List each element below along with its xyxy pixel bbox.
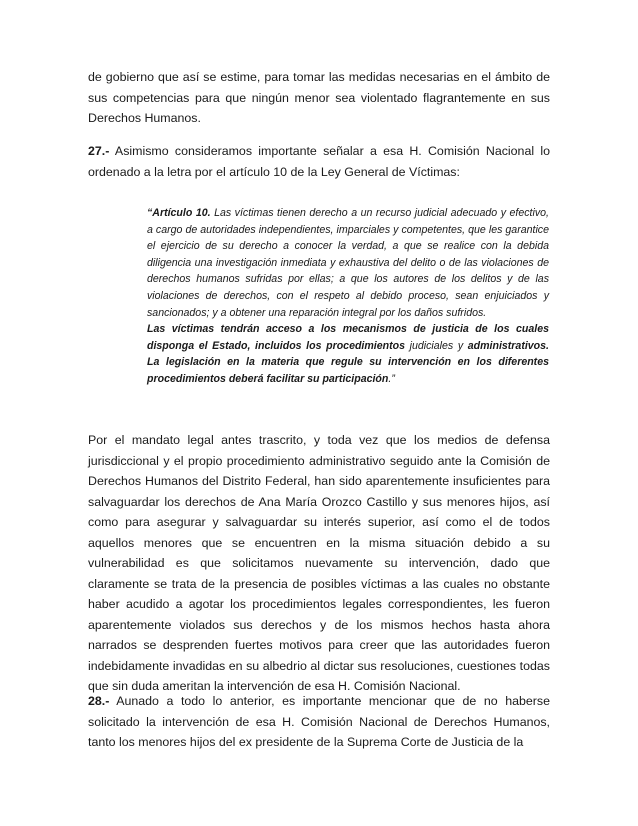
article-text: Las víctimas tienen derecho a un recurso judicial adecuado y efectivo, a cargo de autoridades independientes, imparciales y competentes, que les garantice el ejercicio de su derecho a conocer la verdad, a que se realice con la debida diligencia una investigación inmediata y exhaustiva del delito o de las violaciones de derechos humanos sufridas por ellas; a que los autores de los delitos y de las violaciones de derechos, con el respeto al debido proceso, sean enjuiciados y sancionados; y a obtener una reparación integral por los daños sufridos. <box>147 207 549 319</box>
paragraph-intro: de gobierno que así se estime, para tomar las medidas necesarias en el ámbito de sus competencias para que ningún menor sea violentado flagrantemente en sus Derechos Humanos. <box>88 70 550 125</box>
quoted-article-10 <box>147 205 549 388</box>
paragraph-27 <box>88 141 550 182</box>
article-closing: .” <box>388 372 395 385</box>
paragraph-mandate: Por el mandato legal antes trascrito, y toda vez que los medios de defensa jurisdiccional y el propio procedimiento administrativo seguido ante la Comisión de Derechos Humanos del Distrito Federal, han sido aparentemente insuficientes para salvaguardar los derechos de Ana María Orozco Castillo y sus menores hijos, así como para asegurar y salvaguardar su interés superior, así como el de todos aquellos menores que se encuentren en la misma situación debido a su vulnerabilidad es que solicitamos nuevamente su intervención, dado que claramente se trata de la presencia de posibles víctimas a las cuales no obstante haber acudido a agotar los procedimientos legales correspondientes, les fueron aparentemente violados sus derechos y de los mismos hechos hasta ahora narrados se desprenden fuertes motivos para creer que las autoridades fueron indebidamente invadidas en su albedrio al dictar sus resoluciones, cuestiones todas que sin duda ameritan la intervención de esa H. Comisión Nacional. <box>88 433 550 693</box>
paragraph-number: 28.- <box>88 694 110 708</box>
article-plain-text: judiciales y <box>405 339 468 352</box>
paragraph-28 <box>88 691 550 753</box>
paragraph-number: 27.- <box>88 144 110 158</box>
paragraph-text: Aunado a todo lo anterior, es importante mencionar que de no haberse solicitado la intervención de esa H. Comisión Nacional de Derechos Humanos, tanto los menores hijos del ex presidente de la Suprema Corte de Justicia de la <box>88 694 550 749</box>
paragraph-text: Asimismo consideramos importante señalar a esa H. Comisión Nacional lo ordenado a la letra por el artículo 10 de la Ley General de Víctimas: <box>88 144 550 179</box>
article-bold-text-a: Las víctimas tendrán acceso a los mecanismos de justicia de los cuales disponga el Estado, incluidos los procedimientos <box>147 323 549 352</box>
article-heading: “Artículo 10. <box>147 207 211 219</box>
article-bold-text-b: administrativos. La legislación en la materia que regule su intervención en los diferentes procedimientos deberá facilitar su participación <box>147 339 549 385</box>
